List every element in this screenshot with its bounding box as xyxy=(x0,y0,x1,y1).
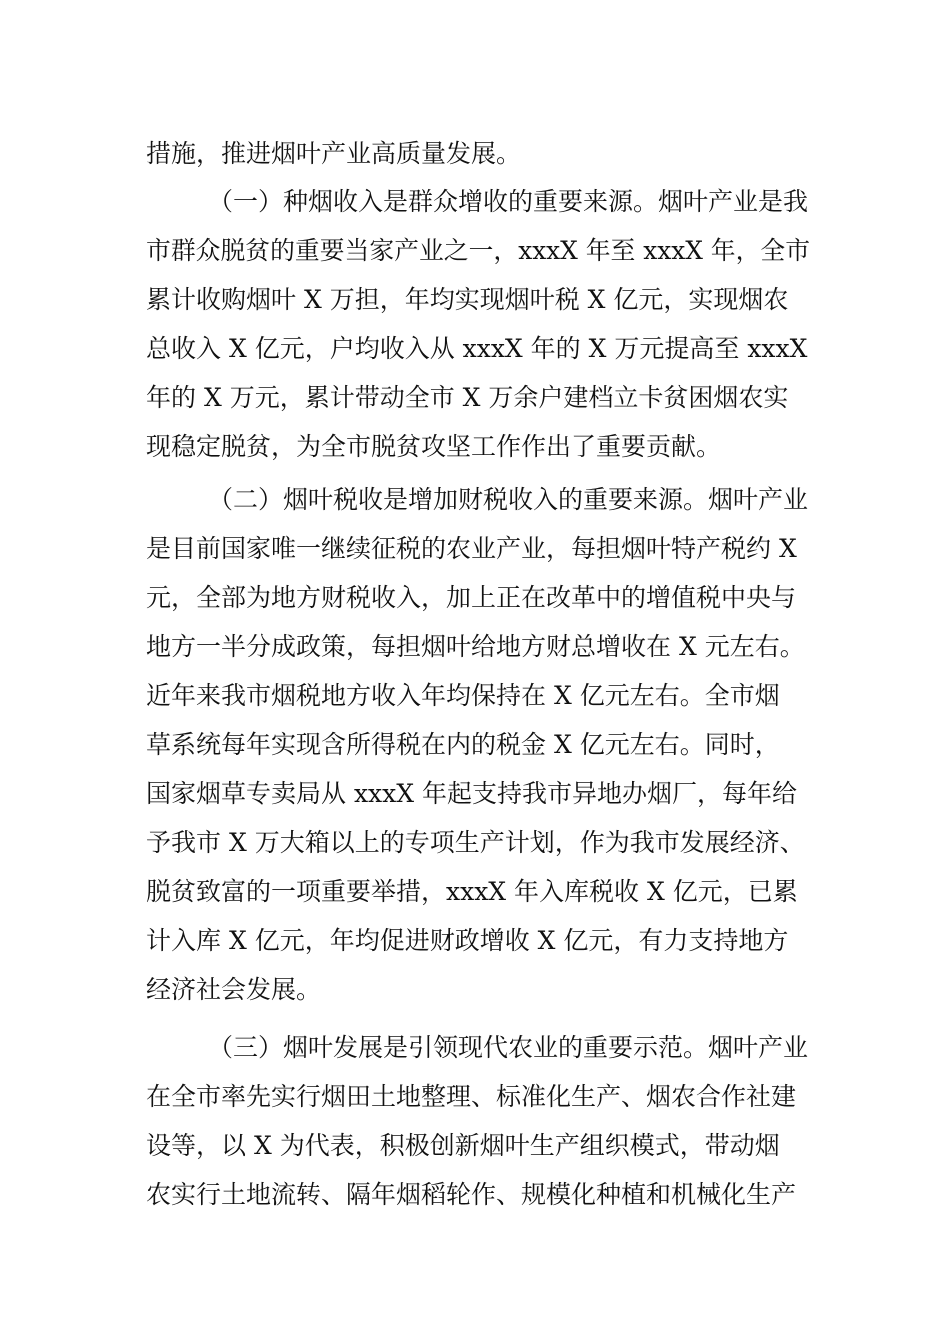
text-line: （二）烟叶税收是增加财税收入的重要来源。烟叶产业 xyxy=(208,485,809,514)
text-line: 是目前国家唯一继续征税的农业产业，每担烟叶特产税约 X xyxy=(146,534,797,563)
text-line: 措施，推进烟叶产业高质量发展。 xyxy=(146,139,522,168)
text-line: 脱贫致富的一项重要举措，xxxX 年入库税收 X 亿元，已累 xyxy=(146,877,798,906)
text-line: 年的 X 万元，累计带动全市 X 万余户建档立卡贫困烟农实 xyxy=(146,383,789,412)
text-line: 现稳定脱贫，为全市脱贫攻坚工作作出了重要贡献。 xyxy=(146,432,722,461)
text-line: （一）种烟收入是群众增收的重要来源。烟叶产业是我 xyxy=(208,187,809,216)
text-line: 在全市率先实行烟田土地整理、标准化生产、烟农合作社建 xyxy=(146,1082,797,1111)
text-line: 国家烟草专卖局从 xxxX 年起支持我市异地办烟厂，每年给 xyxy=(146,779,797,808)
text-line: 市群众脱贫的重要当家产业之一，xxxX 年至 xxxX 年，全市 xyxy=(146,236,811,265)
text-line: 农实行土地流转、隔年烟稻轮作、规模化种植和机械化生产 xyxy=(146,1180,797,1209)
text-line: 总收入 X 亿元，户均收入从 xxxX 年的 X 万元提高至 xxxX xyxy=(146,334,808,363)
text-line: 元，全部为地方财税收入，加上正在改革中的增值税中央与 xyxy=(146,583,797,612)
text-line: 地方一半分成政策，每担烟叶给地方财总增收在 X 元左右。 xyxy=(146,632,805,661)
text-line: 予我市 X 万大箱以上的专项生产计划，作为我市发展经济、 xyxy=(146,828,805,857)
text-line: 累计收购烟叶 X 万担，年均实现烟叶税 X 亿元，实现烟农 xyxy=(146,285,789,314)
text-line: 草系统每年实现含所得税在内的税金 X 亿元左右。同时， xyxy=(146,730,780,759)
text-line: （三）烟叶发展是引领现代农业的重要示范。烟叶产业 xyxy=(208,1033,809,1062)
text-line: 设等，以 X 为代表，积极创新烟叶生产组织模式，带动烟 xyxy=(146,1131,780,1160)
text-line: 近年来我市烟税地方收入年均保持在 X 亿元左右。全市烟 xyxy=(146,681,780,710)
text-line: 经济社会发展。 xyxy=(146,975,322,1004)
text-line: 计入库 X 亿元，年均促进财政增收 X 亿元，有力支持地方 xyxy=(146,926,789,955)
